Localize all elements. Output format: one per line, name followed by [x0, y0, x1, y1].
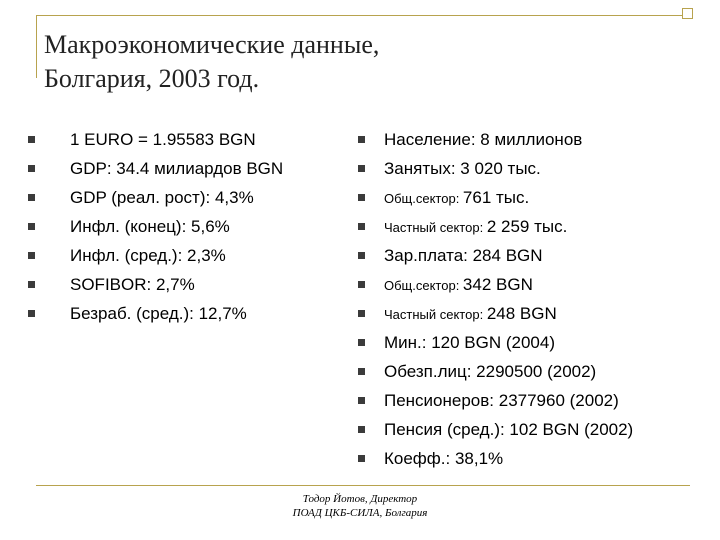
square-bullet-icon	[358, 252, 365, 259]
sub-value: 2 259 тыс.	[486, 217, 568, 236]
square-bullet-icon	[28, 194, 35, 201]
sub-value: 342 BGN	[462, 275, 533, 294]
square-bullet-icon	[358, 310, 365, 317]
list-item-text: Пенсия (сред.): 102 BGN (2002)	[384, 420, 634, 439]
square-bullet-icon	[358, 281, 365, 288]
list-item-text	[384, 299, 557, 329]
left-rule	[36, 15, 37, 78]
square-bullet-icon	[358, 397, 365, 404]
square-bullet-icon	[358, 368, 365, 375]
footer-line-2: ПОАД ЦКБ-СИЛА, Болгария	[292, 507, 428, 519]
list-item-text: Мин.: 120 BGN (2004)	[384, 333, 556, 352]
sub-label: Частный сектор:	[384, 307, 487, 322]
list-item-text: Население: 8 миллионов	[384, 130, 583, 149]
footer-credit	[0, 492, 720, 520]
square-bullet-icon	[28, 252, 35, 259]
sub-label: Общ.сектор:	[384, 278, 463, 293]
square-bullet-icon	[358, 165, 365, 172]
square-bullet-icon	[28, 165, 35, 172]
list-item-text: 1 EURO = 1.95583 BGN	[70, 130, 256, 149]
sub-label: Общ.сектор:	[384, 191, 463, 206]
list-item-text: Пенсионеров: 2377960 (2002)	[384, 391, 619, 410]
square-bullet-icon	[28, 281, 35, 288]
list-item-text: GDP: 34.4 милиардов BGN	[70, 159, 284, 178]
square-bullet-icon	[358, 455, 365, 462]
footer-line-1: Тодор Йотов, Директор	[302, 493, 418, 505]
title-line-2: Болгария, 2003 год.	[44, 64, 260, 93]
sub-value: 248 BGN	[486, 304, 557, 323]
sub-label: Частный сектор:	[384, 220, 487, 235]
square-bullet-icon	[28, 136, 35, 143]
list-item-text: Занятых: 3 020 тыс.	[384, 159, 541, 178]
list-item-text: Инфл. (сред.): 2,3%	[70, 246, 226, 265]
square-bullet-icon	[358, 339, 365, 346]
square-bullet-icon	[28, 310, 35, 317]
list-item-text: Безраб. (сред.): 12,7%	[70, 304, 247, 323]
list-item-text	[384, 270, 533, 300]
list-item-text: SOFIBOR: 2,7%	[70, 275, 195, 294]
list-item-text: Зар.плата: 284 BGN	[384, 246, 543, 265]
top-rule	[36, 15, 690, 16]
slide-title	[44, 28, 604, 96]
square-bullet-icon	[358, 426, 365, 433]
list-item-text: Инфл. (конец): 5,6%	[70, 217, 230, 236]
list-item-text	[384, 212, 567, 242]
corner-square	[682, 8, 693, 19]
title-line-1: Макроэкономические данные,	[44, 30, 380, 59]
sub-value: 761 тыс.	[462, 188, 530, 207]
square-bullet-icon	[358, 223, 365, 230]
square-bullet-icon	[358, 194, 365, 201]
square-bullet-icon	[358, 136, 365, 143]
list-item-text	[384, 183, 529, 213]
bottom-rule	[36, 485, 690, 486]
square-bullet-icon	[28, 223, 35, 230]
list-item-text: GDP (реал. рост): 4,3%	[70, 188, 254, 207]
list-item-text: Коефф.: 38,1%	[384, 449, 504, 468]
list-item-text: Обезп.лиц: 2290500 (2002)	[384, 362, 597, 381]
